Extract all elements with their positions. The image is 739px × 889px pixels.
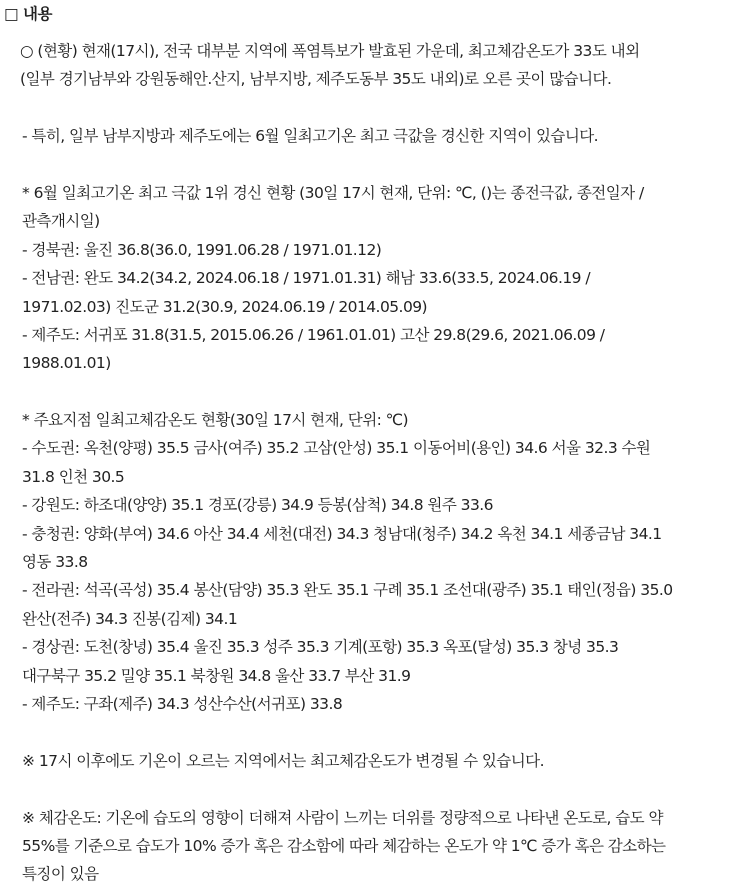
blank-line	[22, 378, 737, 406]
station-item: - 전라권: 석곡(곡성) 35.4 봉산(담양) 35.3 완도 35.1 구례 35.1 조선대(광주) 35.1 태인(정읍) 35.0	[22, 581, 673, 600]
record-item: 1971.02.03) 진도군 31.2(30.9, 2024.06.19 / 2014.05.09)	[22, 297, 428, 316]
station-item: - 제주도: 구좌(제주) 34.3 성산수산(서귀포) 33.8	[22, 694, 343, 713]
station-item: 31.8 인천 30.5	[22, 467, 125, 486]
station-item: - 강원도: 하조대(양양) 35.1 경포(강릉) 34.9 등봉(삼척) 34.8 원주 33.6	[22, 496, 493, 515]
document-body	[22, 37, 737, 889]
note-line: ※ 17시 이후에도 기온이 오르는 지역에서는 최고체감온도가 변경될 수 있습니다.	[22, 751, 544, 770]
blank-line	[22, 151, 737, 179]
station-item: - 경상권: 도천(창녕) 35.4 울진 35.3 성주 35.3 기계(포항) 35.3 옥포(달성) 35.3 창녕 35.3	[22, 638, 619, 657]
record-item: 1988.01.01)	[22, 354, 111, 373]
record-item: - 전남권: 완도 34.2(34.2, 2024.06.18 / 1971.01.31) 해남 33.6(33.5, 2024.06.19 /	[22, 269, 591, 288]
station-item: 대구북구 35.2 밀양 35.1 북창원 34.8 울산 33.7 부산 31.9	[22, 666, 411, 685]
highlight-line: - 특히, 일부 남부지방과 제주도에는 6월 일최고기온 최고 극값을 경신한 지역이 있습니다.	[22, 127, 599, 146]
summary-line: ○ (현황) 현재(17시), 전국 대부분 지역에 폭염특보가 발효된 가운데, 최고체감온도가 33도 내외	[20, 42, 640, 60]
record-item: - 경북권: 울진 36.8(36.0, 1991.06.28 / 1971.01.12)	[22, 240, 382, 259]
station-item: 완산(전주) 34.3 진봉(김제) 34.1	[22, 609, 238, 628]
station-heading: * 주요지점 일최고체감온도 현황(30일 17시 현재, 단위: ℃)	[22, 411, 409, 430]
station-item: 영동 33.8	[22, 553, 88, 572]
blank-line	[22, 718, 737, 746]
blank-line	[22, 94, 737, 122]
record-heading: * 6월 일최고기온 최고 극값 1위 경신 현황 (30일 17시 현재, 단위: ℃, ()는 종전극값, 종전일자 /	[22, 183, 644, 202]
summary-line: (일부 경기남부와 강원동해안.산지, 남부지방, 제주도동부 35도 내외)로 오른 곳이 많습니다.	[20, 70, 612, 89]
record-item: - 제주도: 서귀포 31.8(31.5, 2015.06.26 / 1961.01.01) 고산 29.8(29.6, 2021.06.09 /	[22, 325, 605, 344]
definition-line: 55%를 기준으로 습도가 10% 증가 혹은 감소함에 따라 체감하는 온도가 약 1℃ 증가 혹은 감소하는	[22, 836, 666, 855]
definition-line: ※ 체감온도: 기온에 습도의 영향이 더해져 사람이 느끼는 더위를 정량적으로 나타낸 온도로, 습도 약	[22, 808, 663, 827]
station-item: - 수도권: 옥천(양평) 35.5 금사(여주) 35.2 고삼(안성) 35.1 이동어비(용인) 34.6 서울 32.3 수원	[22, 439, 651, 458]
definition-line: 특징이 있음	[22, 865, 99, 884]
blank-line	[22, 775, 737, 803]
section-heading: □ 내용	[4, 5, 52, 23]
station-item: - 충청권: 양화(부여) 34.6 아산 34.4 세천(대전) 34.3 청남대(청주) 34.2 옥천 34.1 세종금남 34.1	[22, 524, 662, 543]
record-heading: 관측개시일)	[22, 212, 100, 231]
